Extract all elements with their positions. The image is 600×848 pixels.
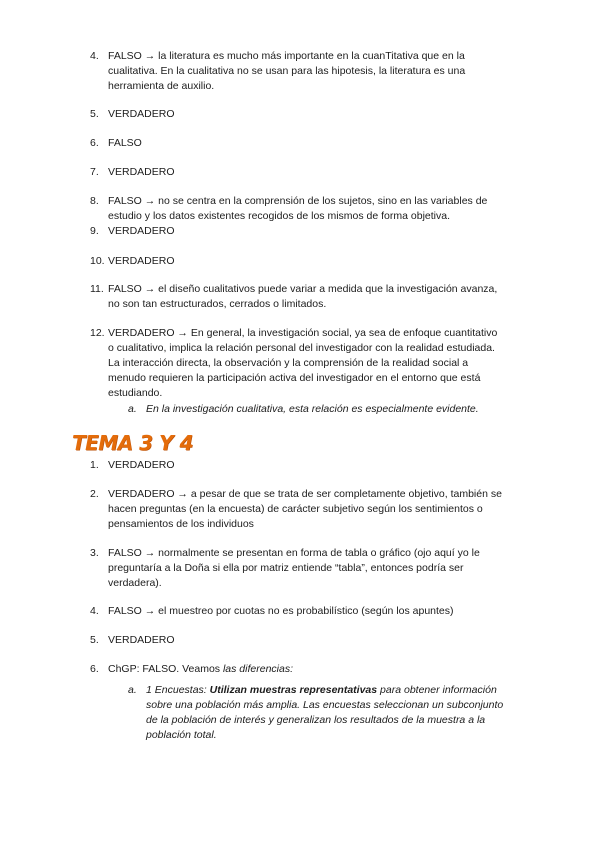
- list-item-line: VERDADERO: [108, 166, 175, 178]
- list-item-line: [108, 662, 293, 677]
- sub-item-prefix: 1 Encuestas:: [146, 684, 210, 696]
- section-heading: TEMA 3 Y 4: [72, 431, 193, 455]
- list-number: 9.: [90, 225, 99, 237]
- list-number: 5.: [90, 634, 99, 646]
- list-number: 4.: [90, 605, 99, 617]
- sub-list-item-line: de la población de interés y generalizan los resultados de la muestra a la: [146, 714, 486, 726]
- list-number: 12.: [90, 327, 105, 339]
- sub-item-bold: Utilizan muestras representativas: [209, 684, 378, 696]
- list-item-line: FALSO → el muestreo por cuotas no es probabilístico (según los apuntes): [108, 605, 454, 617]
- list-item-line: VERDADERO → En general, la investigación social, ya sea de enfoque cuantitativo: [108, 327, 498, 339]
- list-item-line: VERDADERO: [108, 634, 175, 646]
- list-item-line: FALSO → la literatura es mucho más importante en la cuanTitativa que en la: [108, 50, 465, 62]
- sub-list-item: En la investigación cualitativa, esta relación es especialmente evidente.: [146, 403, 479, 415]
- list-item-line: FALSO: [108, 137, 142, 149]
- list-number: 10.: [90, 255, 105, 267]
- list-item-line: o cualitativo, implica la relación personal del investigador con la realidad estudiada.: [108, 342, 495, 354]
- sub-item-rest: para obtener información: [377, 684, 497, 696]
- list-item-line: hacen preguntas (en la encuesta) de carácter subjetivo según los sentimientos o: [108, 503, 483, 515]
- item-text: ChGP: FALSO. Veamos: [108, 663, 223, 675]
- list-item-line: VERDADERO → a pesar de que se trata de ser completamente objetivo, también se: [108, 488, 502, 500]
- list-number: 4.: [90, 50, 99, 62]
- list-number: 11.: [90, 283, 104, 295]
- list-item-line: no son tan estructurados, cerrados o limitados.: [108, 298, 327, 310]
- sub-list-marker: a.: [128, 403, 137, 415]
- list-item-line: VERDADERO: [108, 459, 175, 471]
- list-item-line: estudio y los datos existentes recogidos de los mismos de forma objetiva.: [108, 210, 451, 222]
- list-item-line: VERDADERO: [108, 225, 175, 237]
- sub-list-item-line: población total.: [146, 729, 217, 741]
- list-number: 8.: [90, 195, 99, 207]
- list-item-line: menudo requieren la participación activa del investigador en el entorno que está: [108, 372, 481, 384]
- list-item-line: preguntaría a la Doña si ella por matriz entiende “tabla”, entonces podría ser: [108, 562, 464, 574]
- list-number: 6.: [90, 663, 99, 675]
- list-item-line: FALSO → normalmente se presentan en forma de tabla o gráfico (ojo aquí yo le: [108, 547, 480, 559]
- sub-list-item-line: sobre una población más amplia. Las encuestas seleccionan un subconjunto: [146, 699, 504, 711]
- sub-list-marker: a.: [128, 684, 137, 696]
- list-item-line: La interacción directa, la observación y la comprensión de la realidad social a: [108, 357, 469, 369]
- list-number: 2.: [90, 488, 99, 500]
- item-text-italic: las diferencias:: [222, 663, 294, 675]
- list-item-line: cualitativa. En la cualitativa no se usan para las hipotesis, la literatura es una: [108, 65, 466, 77]
- list-number: 3.: [90, 547, 99, 559]
- list-number: 6.: [90, 137, 99, 149]
- list-number: 1.: [90, 459, 99, 471]
- sub-list-item-line: [146, 683, 497, 698]
- list-number: 5.: [90, 108, 99, 120]
- list-item-line: verdadera).: [108, 577, 162, 589]
- list-item-line: herramienta de auxilio.: [108, 80, 215, 92]
- list-item-line: VERDADERO: [108, 255, 175, 267]
- list-item-line: FALSO → no se centra en la comprensión de los sujetos, sino en las variables de: [108, 195, 488, 207]
- list-item-line: VERDADERO: [108, 108, 175, 120]
- list-number: 7.: [90, 166, 99, 178]
- list-item-line: estudiando.: [108, 387, 163, 399]
- list-item-line: FALSO → el diseño cualitativos puede variar a medida que la investigación avanza,: [108, 283, 498, 295]
- list-item-line: pensamientos de los individuos: [108, 518, 254, 530]
